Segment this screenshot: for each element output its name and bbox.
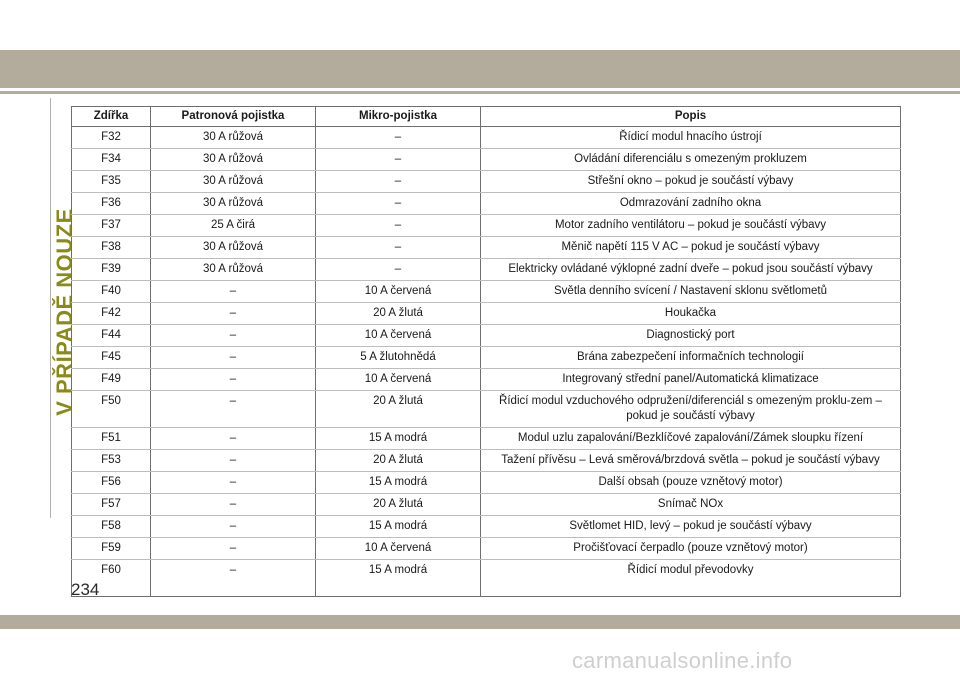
cell-mini-fuse: 10 A červená <box>316 538 481 560</box>
cell-slot: F53 <box>72 450 151 472</box>
cell-slot: F58 <box>72 516 151 538</box>
cell-description: Světla denního svícení / Nastavení sklonu světlometů <box>481 281 901 303</box>
table-row <box>72 347 901 369</box>
cell-slot: F35 <box>72 171 151 193</box>
cell-description: Diagnostický port <box>481 325 901 347</box>
header-band-rule <box>0 91 960 94</box>
cell-description: Odmrazování zadního okna <box>481 193 901 215</box>
header-slot: Zdířka <box>72 107 151 127</box>
cell-description: Světlomet HID, levý – pokud je součástí výbavy <box>481 516 901 538</box>
cell-mini-fuse: 20 A žlutá <box>316 303 481 325</box>
cell-cartridge-fuse: – <box>151 281 316 303</box>
cell-mini-fuse: 20 A žlutá <box>316 450 481 472</box>
table-row <box>72 149 901 171</box>
table-row <box>72 391 901 428</box>
table-row <box>72 369 901 391</box>
table-row <box>72 428 901 450</box>
cell-mini-fuse: 20 A žlutá <box>316 494 481 516</box>
cell-cartridge-fuse: – <box>151 494 316 516</box>
fuse-table <box>71 106 901 597</box>
table-row <box>72 215 901 237</box>
cell-description: Modul uzlu zapalování/Bezklíčové zapalování/Zámek sloupku řízení <box>481 428 901 450</box>
cell-slot: F56 <box>72 472 151 494</box>
header-description: Popis <box>481 107 901 127</box>
table-row <box>72 560 901 597</box>
cell-description: Snímač NOx <box>481 494 901 516</box>
table-row <box>72 259 901 281</box>
table-row <box>72 472 901 494</box>
cell-cartridge-fuse: 30 A růžová <box>151 171 316 193</box>
cell-mini-fuse: – <box>316 127 481 149</box>
cell-mini-fuse: 20 A žlutá <box>316 391 481 428</box>
cell-cartridge-fuse: – <box>151 369 316 391</box>
cell-cartridge-fuse: – <box>151 428 316 450</box>
cell-mini-fuse: 15 A modrá <box>316 516 481 538</box>
watermark-text: carmanualsonline.info <box>572 648 793 673</box>
cell-description: Elektricky ovládané výklopné zadní dveře – pokud jsou součástí výbavy <box>481 259 901 281</box>
table-row <box>72 538 901 560</box>
section-side-label: V PŘÍPADĚ NOUZE <box>52 208 77 416</box>
cell-mini-fuse: 10 A červená <box>316 369 481 391</box>
cell-mini-fuse: – <box>316 171 481 193</box>
cell-slot: F42 <box>72 303 151 325</box>
cell-cartridge-fuse: – <box>151 516 316 538</box>
table-row <box>72 303 901 325</box>
header-band <box>0 50 960 88</box>
cell-slot: F37 <box>72 215 151 237</box>
cell-slot: F36 <box>72 193 151 215</box>
cell-cartridge-fuse: – <box>151 325 316 347</box>
table-row <box>72 450 901 472</box>
cell-slot: F34 <box>72 149 151 171</box>
cell-cartridge-fuse: – <box>151 560 316 597</box>
cell-slot: F40 <box>72 281 151 303</box>
cell-mini-fuse: 15 A modrá <box>316 428 481 450</box>
table-row <box>72 171 901 193</box>
cell-description: Ovládání diferenciálu s omezeným prokluzem <box>481 149 901 171</box>
cell-slot: F59 <box>72 538 151 560</box>
cell-cartridge-fuse: 25 A čirá <box>151 215 316 237</box>
table-row <box>72 281 901 303</box>
cell-slot: F60 <box>72 560 151 597</box>
footer-band <box>0 615 960 629</box>
table-row <box>72 516 901 538</box>
cell-cartridge-fuse: 30 A růžová <box>151 127 316 149</box>
cell-cartridge-fuse: 30 A růžová <box>151 259 316 281</box>
cell-slot: F45 <box>72 347 151 369</box>
cell-cartridge-fuse: 30 A růžová <box>151 237 316 259</box>
cell-slot: F57 <box>72 494 151 516</box>
side-divider <box>50 98 51 518</box>
table-row <box>72 494 901 516</box>
cell-description: Řídicí modul převodovky <box>481 560 901 597</box>
header-cartridge-fuse: Patronová pojistka <box>151 107 316 127</box>
cell-mini-fuse: 15 A modrá <box>316 560 481 597</box>
header-mini-fuse: Mikro-pojistka <box>316 107 481 127</box>
table-row <box>72 193 901 215</box>
cell-description: Střešní okno – pokud je součástí výbavy <box>481 171 901 193</box>
cell-slot: F51 <box>72 428 151 450</box>
table-row <box>72 127 901 149</box>
cell-mini-fuse: – <box>316 215 481 237</box>
cell-description: Pročišťovací čerpadlo (pouze vznětový motor) <box>481 538 901 560</box>
cell-description: Motor zadního ventilátoru – pokud je součástí výbavy <box>481 215 901 237</box>
cell-cartridge-fuse: – <box>151 538 316 560</box>
cell-cartridge-fuse: 30 A růžová <box>151 149 316 171</box>
table-header-row <box>72 107 901 127</box>
page-number: 234 <box>71 580 100 599</box>
table-row <box>72 325 901 347</box>
cell-description: Další obsah (pouze vznětový motor) <box>481 472 901 494</box>
cell-slot: F49 <box>72 369 151 391</box>
cell-cartridge-fuse: – <box>151 450 316 472</box>
cell-slot: F32 <box>72 127 151 149</box>
cell-slot: F44 <box>72 325 151 347</box>
cell-mini-fuse: – <box>316 237 481 259</box>
cell-cartridge-fuse: – <box>151 347 316 369</box>
cell-cartridge-fuse: – <box>151 472 316 494</box>
cell-mini-fuse: 10 A červená <box>316 281 481 303</box>
cell-cartridge-fuse: – <box>151 391 316 428</box>
cell-mini-fuse: – <box>316 193 481 215</box>
cell-slot: F39 <box>72 259 151 281</box>
cell-cartridge-fuse: – <box>151 303 316 325</box>
cell-description: Brána zabezpečení informačních technologií <box>481 347 901 369</box>
cell-mini-fuse: 5 A žlutohnědá <box>316 347 481 369</box>
cell-mini-fuse: 10 A červená <box>316 325 481 347</box>
cell-mini-fuse: 15 A modrá <box>316 472 481 494</box>
cell-mini-fuse: – <box>316 259 481 281</box>
cell-description: Řídicí modul vzduchového odpružení/diferenciál s omezeným proklu-zem – pokud je součástí výbavy <box>481 391 901 428</box>
table-row <box>72 237 901 259</box>
cell-cartridge-fuse: 30 A růžová <box>151 193 316 215</box>
cell-mini-fuse: – <box>316 149 481 171</box>
cell-description: Integrovaný střední panel/Automatická klimatizace <box>481 369 901 391</box>
cell-description: Měnič napětí 115 V AC – pokud je součástí výbavy <box>481 237 901 259</box>
cell-description: Řídicí modul hnacího ústrojí <box>481 127 901 149</box>
cell-slot: F38 <box>72 237 151 259</box>
table-body <box>72 127 901 597</box>
cell-description: Houkačka <box>481 303 901 325</box>
cell-slot: F50 <box>72 391 151 428</box>
cell-description: Tažení přívěsu – Levá směrová/brzdová světla – pokud je součástí výbavy <box>481 450 901 472</box>
